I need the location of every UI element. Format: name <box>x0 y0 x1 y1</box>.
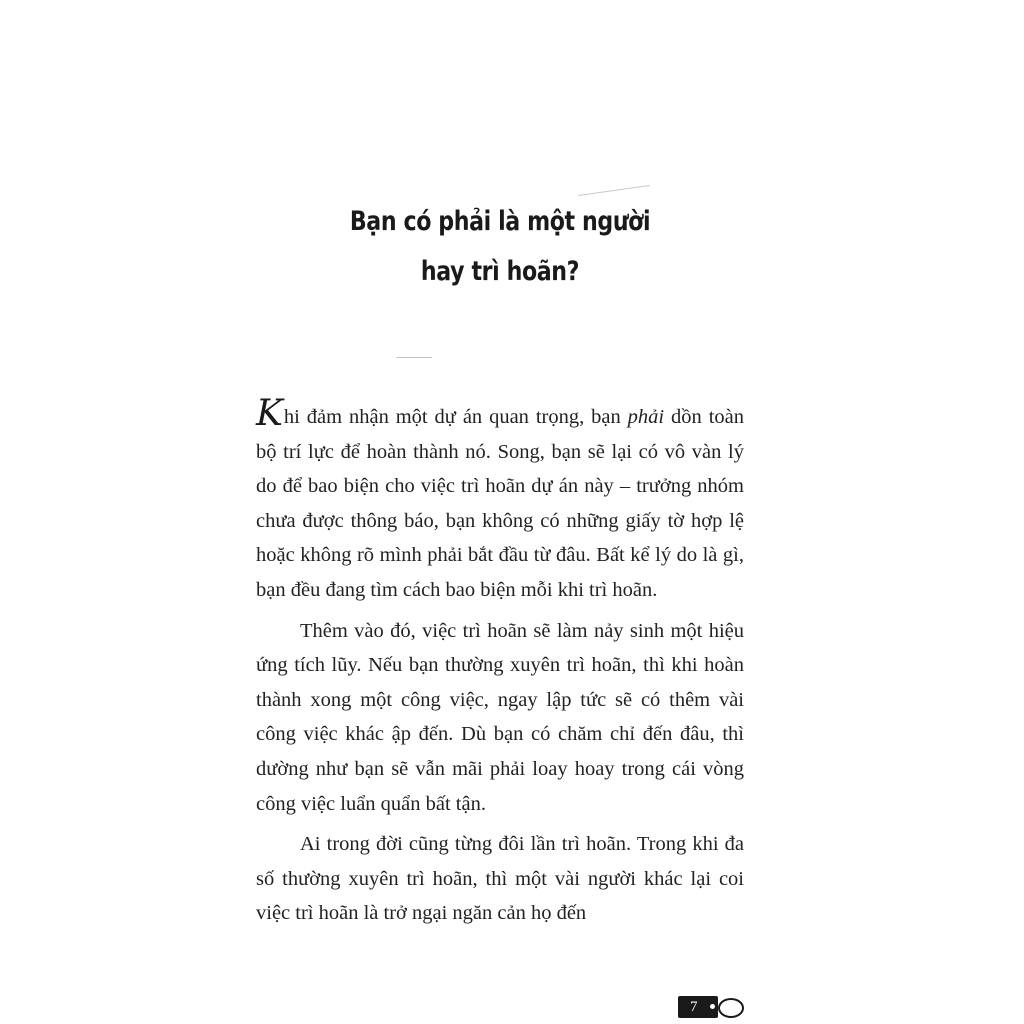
paragraph-1-rest: dồn toàn bộ trí lực để hoàn thành nó. Song, bạn sẽ lại có vô vàn lý do để bao biện cho việc trì hoãn dự án này – trưởng nhóm chưa được thông báo, bạn không có những giấy tờ hợp lệ hoặc không rõ mình phải bắt đầu từ đâu. Bất kể lý do là gì, bạn đều đang tìm cách bao biện mỗi khi trì hoãn. <box>256 406 744 601</box>
scan-artifact-line <box>578 185 649 196</box>
scan-artifact-line <box>396 357 432 358</box>
chapter-title-line-1: Bạn có phải là một người <box>349 206 651 237</box>
chapter-title-line-2: hay trì hoãn? <box>420 256 580 287</box>
paragraph-3: Ai trong đời cũng từng đôi lần trì hoãn. Trong khi đa số thường xuyên trì hoãn, thì một vài người khác lại coi việc trì hoãn là trở ngại ngăn cản họ đến <box>256 833 744 925</box>
paragraph-2: Thêm vào đó, việc trì hoãn sẽ làm nảy sinh một hiệu ứng tích lũy. Nếu bạn thường xuyên trì hoãn, thì khi hoàn thành xong một công việc, ngay lập tức sẽ có thêm vài công việc khác ập đến. Dù bạn có chăm chỉ đến đâu, thì dường như bạn sẽ vẫn mãi phải loay hoay trong cái vòng công việc luẩn quẩn bất tận. <box>256 619 744 815</box>
body-text <box>256 393 744 937</box>
tag-string-icon <box>718 998 744 1018</box>
page-number: 7 <box>690 999 698 1015</box>
paragraph-1 <box>256 393 744 608</box>
emphasis-word: phải <box>627 406 665 428</box>
tag-hole-icon <box>710 1004 715 1009</box>
paragraph-1-lead: hi đảm nhận một dự án quan trọng, bạn <box>283 406 628 428</box>
drop-cap: K <box>256 393 283 434</box>
